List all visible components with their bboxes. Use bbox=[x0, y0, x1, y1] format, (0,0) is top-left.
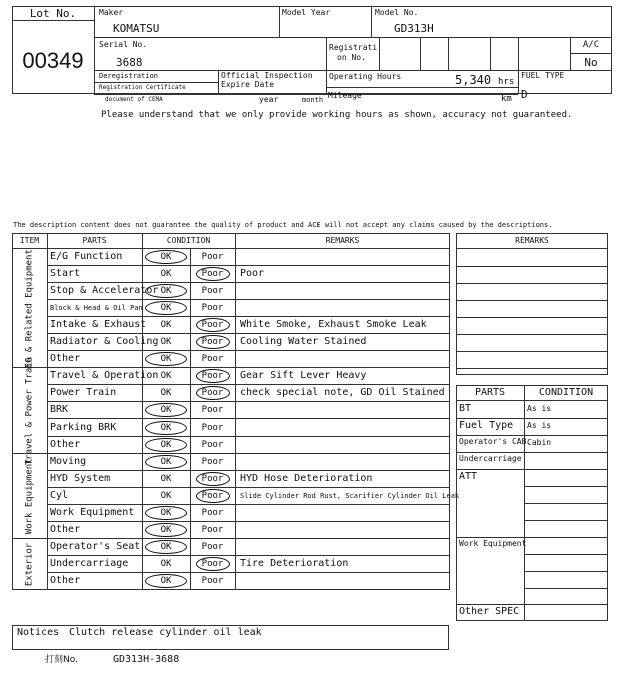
spec-condition: Cabin bbox=[527, 438, 552, 447]
selected-circle-mark bbox=[145, 506, 187, 520]
poor-option[interactable]: Poor bbox=[201, 252, 224, 262]
ok-option[interactable]: OK bbox=[160, 575, 172, 586]
selected-circle-mark bbox=[145, 250, 187, 264]
spec-part: Fuel Type bbox=[459, 420, 514, 431]
ok-option[interactable]: OK bbox=[160, 405, 172, 416]
notices-text: Clutch release cylinder oil leak bbox=[69, 627, 262, 638]
table-row bbox=[12, 249, 450, 266]
selected-circle-mark bbox=[196, 267, 230, 281]
poor-option[interactable]: Poor bbox=[201, 524, 224, 535]
table-row bbox=[12, 351, 450, 368]
selected-circle-mark bbox=[196, 489, 230, 503]
col-remarks: REMARKS bbox=[325, 236, 360, 245]
maker-label: Maker bbox=[99, 8, 124, 17]
spec-part: Work Equipment bbox=[459, 539, 527, 548]
spec-condition: As is bbox=[527, 404, 552, 413]
table-row bbox=[12, 402, 450, 419]
registration-label-1: Registrati bbox=[329, 43, 378, 52]
poor-option[interactable]: Poor bbox=[201, 575, 224, 586]
remark-text: White Smoke, Exhaust Smoke Leak bbox=[240, 319, 427, 331]
km-unit: km bbox=[501, 94, 512, 104]
table-row bbox=[12, 266, 450, 283]
selected-circle-mark bbox=[145, 421, 187, 435]
poor-option[interactable]: Poor bbox=[201, 388, 224, 399]
remark-text: Slide Cylinder Rod Rust, Scarifier Cylinder Oil Leak bbox=[240, 491, 460, 500]
remark-text: Poor bbox=[240, 268, 265, 280]
part-label: Operator's Seat bbox=[50, 540, 141, 552]
part-label: Moving bbox=[50, 455, 87, 467]
inspection-label-2: Expire Date bbox=[221, 80, 274, 89]
poor-option[interactable]: Poor bbox=[201, 507, 224, 518]
table-row bbox=[12, 505, 450, 522]
model-no-value: GD313H bbox=[394, 22, 434, 35]
poor-option[interactable]: Poor bbox=[201, 558, 224, 569]
spec-part: ATT bbox=[459, 471, 478, 482]
table-row bbox=[12, 317, 450, 334]
selected-circle-mark bbox=[145, 574, 187, 588]
fuel-type-label: FUEL TYPE bbox=[521, 71, 565, 80]
serial-value: 3688 bbox=[116, 56, 143, 69]
poor-option[interactable]: Poor bbox=[201, 337, 224, 348]
poor-option[interactable]: Poor bbox=[201, 303, 224, 314]
description-note: The description content does not guarantee the quality of product and ACE will not accept any claims caused by the descriptions. bbox=[13, 221, 553, 229]
spec-part: BT bbox=[459, 403, 472, 414]
remark-text: check special note, GD Oil Stained bbox=[240, 387, 445, 399]
remark-text: Tire Deterioration bbox=[240, 557, 349, 569]
maker-value: KOMATSU bbox=[113, 22, 160, 35]
table-row bbox=[12, 334, 450, 351]
table-row bbox=[12, 539, 450, 556]
part-label: Intake & Exhaust bbox=[50, 319, 147, 331]
table-row bbox=[12, 368, 450, 385]
ok-option[interactable]: OK bbox=[160, 269, 172, 280]
stamp-value: GD313H-3688 bbox=[113, 654, 180, 665]
poor-option[interactable]: Poor bbox=[201, 473, 224, 484]
ok-option[interactable]: OK bbox=[160, 473, 172, 484]
remark-text: Cooling Water Stained bbox=[240, 336, 367, 348]
part-label: Other bbox=[50, 353, 81, 365]
cema-label: document of CEMA bbox=[105, 96, 163, 103]
table-row bbox=[12, 385, 450, 402]
ok-option[interactable]: OK bbox=[160, 507, 172, 518]
notices-label: Notices bbox=[17, 627, 60, 638]
part-label: Radiator & Cooling bbox=[50, 336, 159, 348]
reg-cert-label: Registration Certificate bbox=[99, 84, 186, 91]
part-label: Other bbox=[50, 574, 81, 586]
year-label: year bbox=[259, 95, 279, 104]
item-group-label: Exterior bbox=[24, 542, 35, 587]
spec-condition: As is bbox=[527, 421, 552, 430]
part-label: BRK bbox=[50, 404, 69, 416]
spec-part: Undercarriage bbox=[459, 454, 522, 463]
part-label: Other bbox=[50, 438, 81, 450]
part-label: Work Equipment bbox=[50, 506, 135, 518]
header-frame bbox=[12, 6, 612, 94]
disclaimer: Please understand that we only provide working hours as shown, accuracy not guaranteed. bbox=[101, 110, 573, 120]
spec-col-parts: PARTS bbox=[474, 387, 506, 398]
poor-option[interactable]: Poor bbox=[201, 422, 224, 433]
ac-label: A/C bbox=[582, 40, 600, 50]
ac-value: No bbox=[584, 56, 598, 69]
part-label: Cyl bbox=[50, 489, 69, 501]
poor-option[interactable]: Poor bbox=[201, 354, 224, 365]
fuel-type-value: D bbox=[521, 88, 528, 101]
ok-option[interactable]: OK bbox=[160, 422, 172, 433]
ok-option[interactable]: OK bbox=[160, 252, 172, 262]
part-label: Other bbox=[50, 523, 81, 535]
poor-option[interactable]: Poor bbox=[201, 456, 224, 467]
table-row bbox=[12, 573, 450, 590]
serial-label: Serial No. bbox=[99, 40, 148, 49]
month-label: month bbox=[302, 96, 324, 104]
dereg-label: Deregistration bbox=[99, 72, 159, 80]
ok-option[interactable]: OK bbox=[160, 456, 172, 467]
col-parts: PARTS bbox=[82, 236, 107, 245]
inspection-label-1: Official Inspection bbox=[221, 71, 313, 80]
remark-text: Gear Sift Lever Heavy bbox=[240, 370, 367, 382]
poor-option[interactable]: Poor bbox=[201, 371, 224, 382]
table-row bbox=[12, 522, 450, 539]
poor-option[interactable]: Poor bbox=[201, 269, 224, 280]
selected-circle-mark bbox=[145, 455, 187, 469]
item-group-label: Travel & Power Train bbox=[24, 356, 35, 466]
part-label: Block & Head & Oil Pan bbox=[50, 304, 143, 313]
part-label: E/G Function bbox=[50, 251, 123, 262]
part-label: Power Train bbox=[50, 387, 117, 399]
item-group-label: Work Equipment bbox=[24, 458, 35, 535]
table-row bbox=[12, 454, 450, 471]
ok-option[interactable]: OK bbox=[160, 541, 172, 552]
remark-text: HYD Hose Deterioration bbox=[240, 472, 373, 484]
table-row bbox=[12, 437, 450, 454]
spec-table bbox=[456, 385, 608, 621]
selected-circle-mark bbox=[145, 523, 187, 537]
ok-option[interactable]: OK bbox=[160, 439, 172, 450]
poor-option[interactable]: Poor bbox=[201, 541, 224, 552]
ok-option[interactable]: OK bbox=[160, 388, 172, 399]
condition-table bbox=[12, 233, 460, 590]
lot-number: 00349 bbox=[22, 48, 84, 73]
part-label: HYD System bbox=[50, 472, 111, 484]
ok-option[interactable]: OK bbox=[160, 303, 172, 314]
table-row bbox=[12, 420, 450, 437]
spec-part: Operator's CAB bbox=[459, 437, 527, 446]
model-year-label: Model Year bbox=[282, 8, 331, 17]
right-remarks-header: REMARKS bbox=[515, 236, 549, 245]
op-hours-value: 5,340 bbox=[455, 73, 492, 87]
col-condition: CONDITION bbox=[166, 236, 211, 245]
part-label: Parking BRK bbox=[50, 421, 117, 433]
part-label: Stop & Accelerator bbox=[50, 285, 159, 297]
registration-label-2: on No. bbox=[337, 53, 366, 62]
table-row bbox=[12, 300, 450, 317]
ok-option[interactable]: OK bbox=[160, 337, 172, 348]
table-row bbox=[12, 556, 450, 573]
selected-circle-mark bbox=[145, 438, 187, 452]
poor-option[interactable]: Poor bbox=[201, 286, 224, 297]
selected-circle-mark bbox=[196, 472, 230, 486]
part-label: Travel & Operation bbox=[50, 370, 159, 382]
hrs-unit: hrs bbox=[498, 77, 515, 87]
ok-option[interactable]: OK bbox=[160, 524, 172, 535]
poor-option[interactable]: Poor bbox=[201, 490, 224, 501]
ok-option[interactable]: OK bbox=[160, 371, 172, 382]
col-item: ITEM bbox=[19, 236, 40, 245]
spec-part: Other SPEC bbox=[459, 606, 520, 617]
ok-option[interactable]: OK bbox=[160, 320, 172, 331]
table-row bbox=[12, 283, 450, 300]
right-remarks-box bbox=[456, 233, 608, 375]
poor-option[interactable]: Poor bbox=[201, 405, 224, 416]
part-label: Undercarriage bbox=[50, 557, 129, 569]
ok-option[interactable]: OK bbox=[160, 354, 172, 365]
poor-option[interactable]: Poor bbox=[201, 439, 224, 450]
ok-option[interactable]: OK bbox=[160, 490, 172, 501]
stamp-label: 打刻No. bbox=[45, 655, 78, 665]
op-hours-label: Operating Hours bbox=[329, 72, 402, 81]
lot-label: Lot No. bbox=[29, 7, 77, 20]
part-label: Start bbox=[50, 268, 81, 280]
model-no-label: Model No. bbox=[375, 8, 419, 17]
mileage-label: Mileage bbox=[328, 91, 362, 100]
selected-circle-mark bbox=[145, 540, 187, 554]
spec-col-condition: CONDITION bbox=[538, 387, 594, 398]
ok-option[interactable]: OK bbox=[160, 558, 172, 569]
item-group-label: EG & Related Equipment bbox=[24, 249, 35, 369]
table-row bbox=[12, 471, 450, 488]
ok-option[interactable]: OK bbox=[160, 286, 172, 297]
table-row bbox=[12, 488, 460, 505]
selected-circle-mark bbox=[196, 557, 230, 571]
poor-option[interactable]: Poor bbox=[201, 320, 224, 331]
